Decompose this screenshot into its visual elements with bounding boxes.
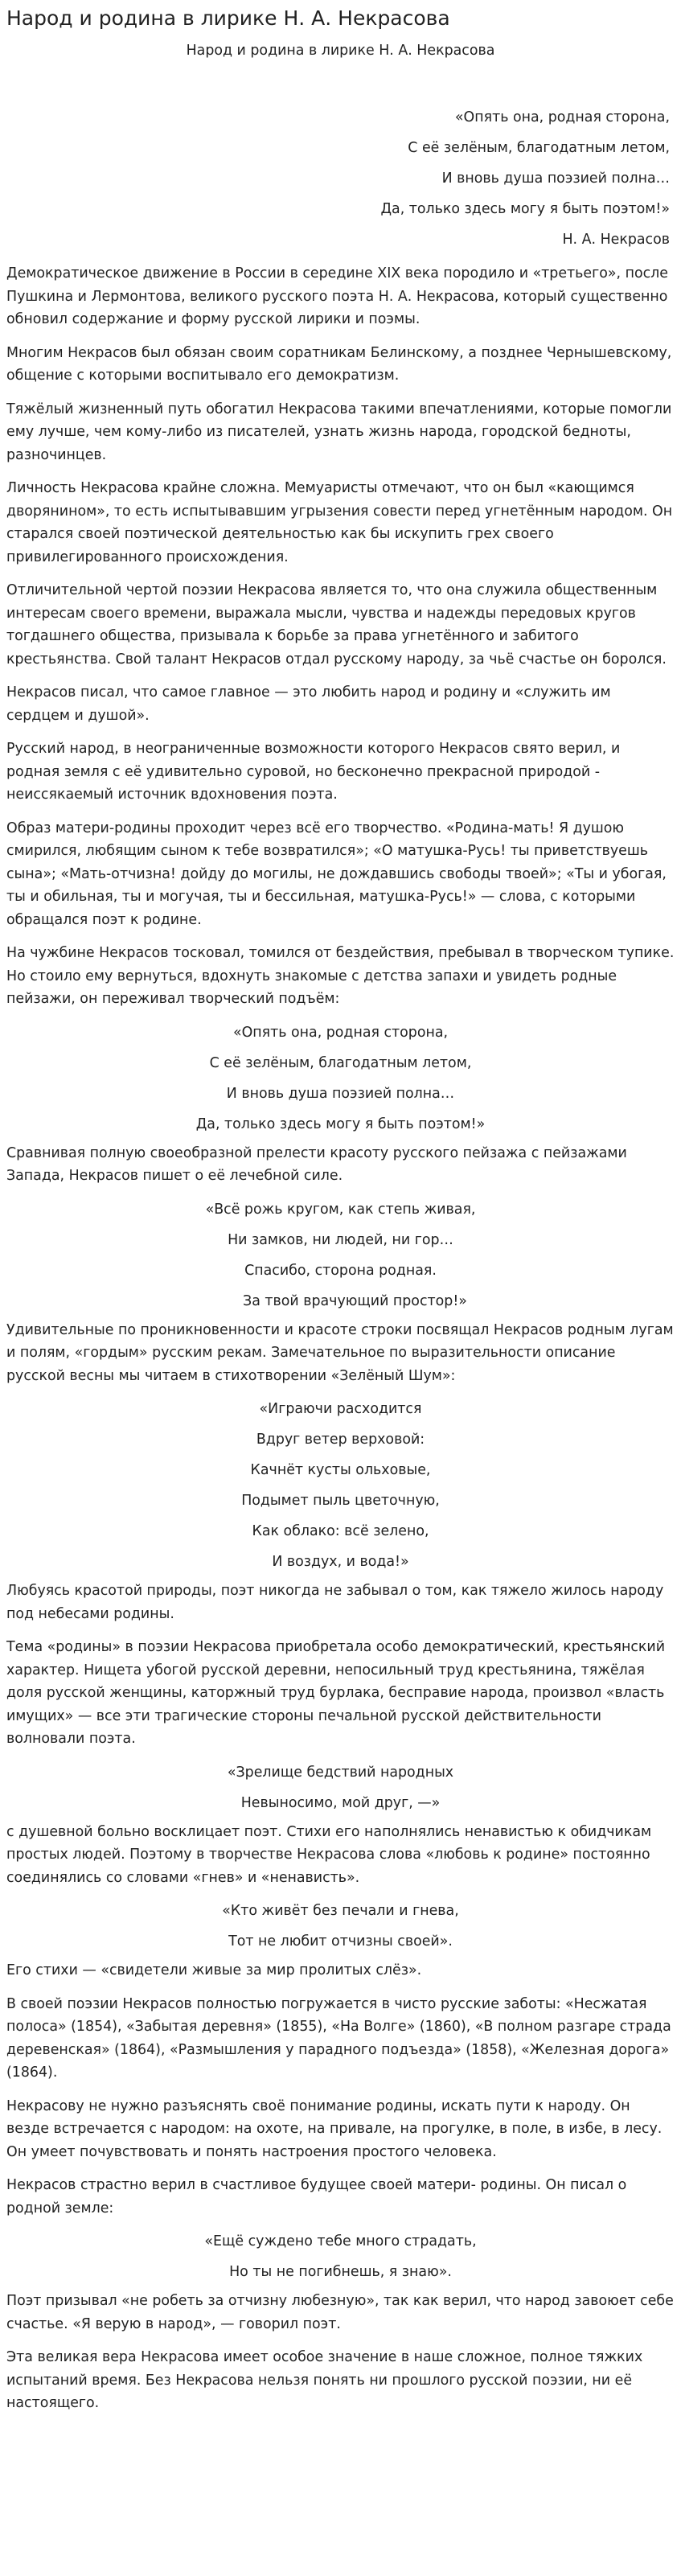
paragraph: В своей поэзии Некрасов полностью погружается в чисто русские заботы: «Несжатая полоса» (1854), «Забытая деревня» (1855), «На Волге» (1860), «В полном разгаре страда деревенская» (1864), «Размышления у парадного подъезда» (1858), «Железная дорога» (1864).	[6, 1995, 671, 2081]
verse-line: За твой врачующий простор!»	[243, 1292, 467, 1309]
verse-quote	[6, 1900, 675, 1953]
verse-line: Да, только здесь могу я быть поэтом!»	[195, 1115, 486, 1132]
verse-quote	[6, 1398, 675, 1573]
paragraph: Личность Некрасова крайне сложна. Мемуаристы отмечают, что он был «кающимся дворянином», то есть испытывавшим угрызения совести перед угнетённым народом. Он старался своей поэтической деятельностью как бы искупить грех своего привилегированного происхождения.	[6, 480, 673, 565]
verse-line: Тот не любит отчизны своей».	[228, 1933, 453, 1949]
verse-line: И воздух, и вода!»	[272, 1554, 409, 1570]
paragraph: Некрасову не нужно разъяснять своё понимание родины, искать пути к народу. Он везде встречается с народом: на охоте, на привале, на прогулке, в поле, в избе, в лесу. Он умеет почувствовать и понять настроения простого человека.	[6, 2097, 663, 2160]
paragraph: Его стихи — «свидетели живые за мир пролитых слёз».	[6, 1962, 422, 1978]
paragraph: Многим Некрасов был обязан своим соратникам Белинскому, а позднее Чернышевскому, общение с которыми воспитывало его демократизм.	[6, 344, 672, 384]
paragraph: Тяжёлый жизненный путь обогатил Некрасова такими впечатлениями, которые помогли ему лучше, чем кому-либо из писателей, узнать жизнь народа, городской бедноты, разночинцев.	[6, 401, 672, 463]
verse-line: «Играючи расходится	[259, 1401, 422, 1417]
verse-line: Подымет пыль цветочную,	[241, 1493, 440, 1509]
verse-line: «Всё рожь кругом, как степь живая,	[205, 1201, 476, 1218]
verse-line: И вновь душа поэзией полна…	[226, 1085, 455, 1102]
verse-line: Качнёт кусты ольховые,	[250, 1462, 431, 1478]
epigraph	[6, 106, 675, 252]
verse-line: Спасибо, сторона родная.	[244, 1262, 437, 1279]
verse-quote	[6, 1198, 675, 1313]
paragraph: Тема «родины» в поэзии Некрасова приобретала особо демократический, крестьянский характер. Нищета убогой русской деревни, непосильный труд крестьянина, тяжёлая доля русской женщины, каторжный труд бурлака, бесправие народа, произвол «власть имущих» — все эти трагические стороны печальной русской действительности волновали поэта.	[6, 1639, 665, 1747]
paragraph: Удивительные по проникновенности и красоте строки посвящал Некрасов родным лугам и полям, «гордым» русским рекам. Замечательное по выразительности описание русской весны мы читаем в стихотворении «Зелёный Шум»:	[6, 1321, 674, 1384]
verse-quote	[6, 1761, 675, 1814]
verse-line: «Кто живёт без печали и гнева,	[222, 1903, 459, 1919]
paragraph: Русский народ, в неограниченные возможности которого Некрасов свято верил, и родная земля с её удивительно суровой, но бесконечно прекрасной природой - неиссякаемый источник вдохновения поэта.	[6, 741, 621, 803]
epigraph-line: И вновь душа поэзией полна…	[441, 170, 670, 187]
verse-line: Ни замков, ни людей, ни гор…	[228, 1231, 453, 1248]
page-title: Народ и родина в лирике Н. А. Некрасова	[6, 6, 450, 30]
paragraph: Некрасов писал, что самое главное — это любить народ и родину и «служить им сердцем и душой».	[6, 684, 611, 724]
epigraph-author: Н. А. Некрасов	[562, 231, 670, 248]
verse-line: Вдруг ветер верховой:	[256, 1432, 425, 1448]
verse-line: Но ты не погибнешь, я знаю».	[229, 2264, 452, 2280]
verse-line: Невыносимо, мой друг, —»	[240, 1794, 441, 1811]
verse-quote	[6, 2230, 675, 2283]
verse-line: Как облако: всё зелено,	[252, 1523, 429, 1539]
paragraph: Демократическое движение в России в середине XIX века породило и «третьего», после Пушкина и Лермонтова, великого русского поэта Н. А. Некрасова, который существенно обновил содержание и форму русской лирики и поэмы.	[6, 265, 668, 327]
paragraph: На чужбине Некрасов тосковал, томился от бездействия, пребывал в творческом тупике. Но стоило ему вернуться, вдохнуть знакомые с детства запахи и увидеть родные пейзажи, он переживал творческий подъём:	[6, 945, 675, 1007]
paragraph: Эта великая вера Некрасова имеет особое значение в наше сложное, полное тяжких испытаний время. Без Некрасова нельзя понять ни прошлого русской поэзии, ни её настоящего.	[6, 2349, 643, 2411]
verse-line: С её зелёным, благодатным летом,	[209, 1054, 472, 1071]
verse-quote	[6, 1021, 675, 1136]
paragraph: Любуясь красотой природы, поэт никогда не забывал о том, как тяжело жилось народу под небесами родины.	[6, 1583, 664, 1622]
verse-line: «Ещё суждено тебе много страдать,	[204, 2233, 477, 2249]
paragraph: Сравнивая полную своеобразной прелести красоту русского пейзажа с пейзажами Запада, Некрасов пишет о её лечебной силе.	[6, 1144, 627, 1184]
epigraph-line: С её зелёным, благодатным летом,	[408, 139, 670, 156]
paragraph: с душевной больно восклицает поэт. Стихи его наполнялись ненавистью к обидчикам простых людей. Поэтому в творчестве Некрасова слова «любовь к родине» постоянно соединялись со словами «гнев» и «ненависть».	[6, 1823, 652, 1886]
epigraph-line: Да, только здесь могу я быть поэтом!»	[380, 200, 670, 217]
article-subtitle: Народ и родина в лирике Н. А. Некрасова	[186, 43, 495, 59]
paragraph: Образ матери-родины проходит через всё его творчество. «Родина-мать! Я душою смирился, любящим сыном к тебе возвратился»; «О матушка-Русь! ты приветствуешь сына»; «Мать-отчизна! дойду до могилы, не дождавшись свободы твоей»; «Ты и убогая, ты и обильная, ты и могучая, ты и бессильная, матушка-Русь!» — слова, с которыми обращался поэт к родине.	[6, 820, 667, 928]
paragraph: Отличительной чертой поэзии Некрасова является то, что она служила общественным интересам своего времени, выражала мысли, чувства и надежды передовых кругов тогдашнего общества, призывала к борьбе за права угнетённого и забитого крестьянства. Свой талант Некрасов отдал русскому народу, за чьё счастье он боролся.	[6, 582, 667, 668]
paragraph: Поэт призывал «не робеть за отчизну любезную», так как верил, что народ завоюет себе счастье. «Я верую в народ», — говорил поэт.	[6, 2293, 674, 2332]
epigraph-line: «Опять она, родная сторона,	[454, 109, 670, 125]
verse-line: «Опять она, родная сторона,	[232, 1024, 449, 1041]
verse-line: «Зрелище бедствий народных	[227, 1764, 454, 1781]
paragraph: Некрасов страстно верил в счастливое будущее своей матери- родины. Он писал о родной земле:	[6, 2177, 627, 2217]
